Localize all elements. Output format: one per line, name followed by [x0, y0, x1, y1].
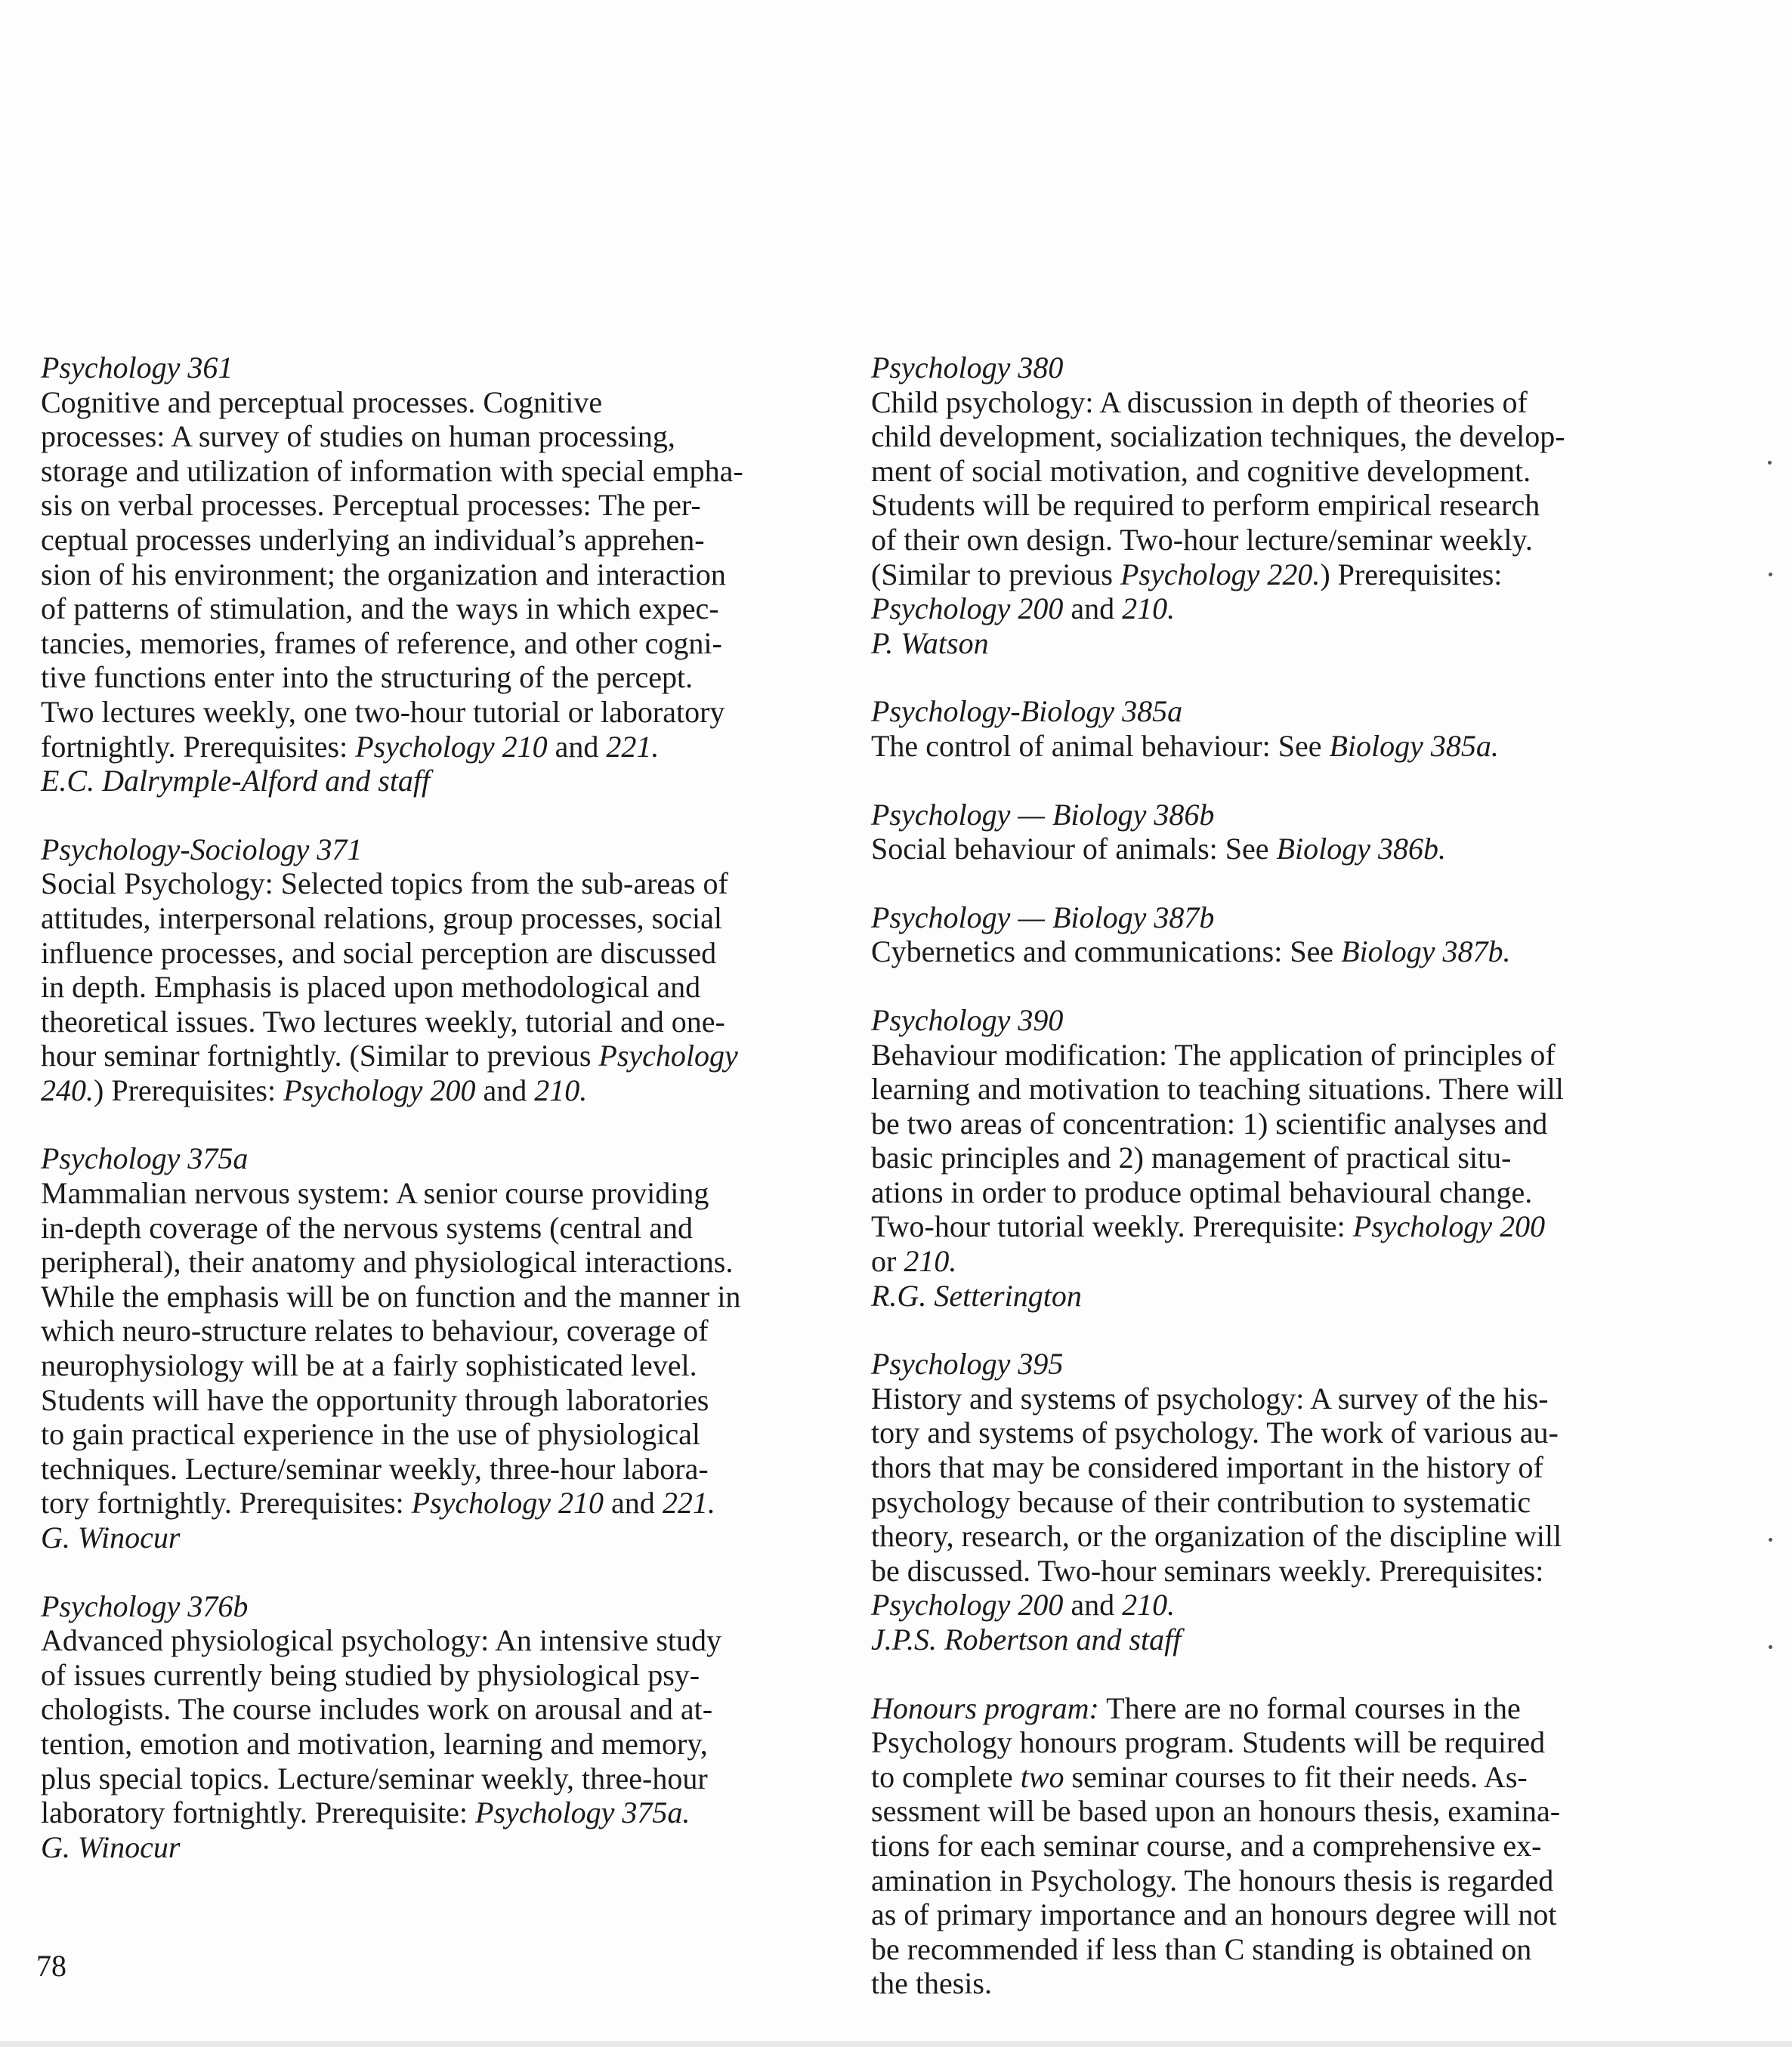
text-line	[871, 419, 1657, 454]
text-segment: thors that may be considered important in the history of	[871, 1450, 1543, 1485]
text-segment: Two lectures weekly, one two-hour tutorial or laboratory	[41, 694, 725, 729]
text-line	[871, 1760, 1657, 1795]
text-line	[41, 1176, 826, 1211]
text-line	[41, 591, 826, 626]
text-segment: and	[1063, 1588, 1123, 1622]
text-segment: Social behaviour of animals: See	[871, 832, 1277, 866]
scan-speck	[1769, 1645, 1772, 1649]
course-description	[41, 866, 826, 1107]
text-line	[871, 1691, 1657, 1726]
text-segment: in depth. Emphasis is placed upon methodological and	[41, 970, 701, 1005]
text-line	[871, 832, 1657, 866]
text-segment: ceptual processes underlying an individual’s apprehen-	[41, 522, 705, 557]
text-segment: theory, research, or the organization of the discipline will	[871, 1519, 1562, 1554]
text-line	[871, 1588, 1657, 1622]
italic-text: Honours program:	[871, 1690, 1099, 1725]
text-line	[41, 1005, 826, 1039]
text-line	[41, 1417, 826, 1452]
italic-text: Psychology 200	[1352, 1209, 1546, 1244]
italic-text: 221.	[662, 1486, 715, 1521]
italic-text: Psychology	[598, 1039, 738, 1073]
text-line	[871, 1382, 1657, 1416]
text-line	[41, 1211, 826, 1246]
course-description	[41, 1176, 826, 1521]
italic-text: Biology 387b.	[1341, 934, 1511, 969]
text-line	[41, 730, 826, 764]
text-segment: seminar courses to fit their needs. As-	[1064, 1759, 1528, 1794]
text-segment: of patterns of stimulation, and the ways in which expec-	[41, 591, 719, 626]
text-segment: History and systems of psychology: A survey of the his-	[871, 1381, 1549, 1416]
text-segment: There are no formal courses in the	[1098, 1690, 1521, 1725]
course-entry	[41, 1589, 826, 1865]
text-segment: tancies, memories, frames of reference, and other cogni-	[41, 625, 722, 660]
text-segment: fortnightly. Prerequisites:	[41, 729, 356, 764]
course-entry	[41, 832, 826, 1108]
course-description	[871, 934, 1657, 969]
text-line	[41, 1280, 826, 1314]
italic-text: 221.	[606, 729, 660, 764]
text-line	[871, 1485, 1657, 1520]
scan-speck	[1769, 573, 1772, 576]
italic-text: Biology 385a.	[1329, 728, 1499, 763]
text-segment: Cybernetics and communications: See	[871, 934, 1342, 969]
text-line	[871, 1072, 1657, 1107]
text-segment: hour seminar fortnightly. (Similar to previous	[41, 1039, 599, 1073]
text-line	[41, 523, 826, 557]
text-segment: tions for each seminar course, and a comprehensive ex-	[871, 1828, 1542, 1863]
instructor-name: G. Winocur	[41, 1521, 181, 1555]
text-segment: influence processes, and social perception are discussed	[41, 935, 717, 970]
italic-text: Psychology 200	[871, 591, 1064, 626]
course-title: Psychology 390	[871, 1002, 1064, 1037]
text-segment: basic principles and 2) management of practical situ-	[871, 1141, 1512, 1175]
text-segment: psychology because of their contribution to systematic	[871, 1484, 1531, 1519]
course-title: Psychology 376b	[41, 1589, 249, 1623]
course-title: Psychology — Biology 387b	[871, 900, 1215, 934]
text-segment: Two-hour tutorial weekly. Prerequisite:	[871, 1209, 1353, 1244]
text-line	[41, 454, 826, 489]
text-segment: storage and utilization of information with special empha-	[41, 453, 743, 488]
text-segment: neurophysiology will be at a fairly sophisticated level.	[41, 1348, 697, 1383]
text-segment: be recommended if less than C standing is obtained on	[871, 1931, 1532, 1966]
text-line	[41, 626, 826, 661]
text-line	[871, 523, 1657, 557]
course-title: Psychology-Biology 385a	[871, 694, 1183, 729]
course-title: Psychology 375a	[41, 1141, 249, 1176]
text-segment: Cognitive and perceptual processes. Cognitive	[41, 384, 603, 419]
text-segment: which neuro-structure relates to behaviour, coverage of	[41, 1314, 709, 1348]
text-segment: tention, emotion and motivation, learning and memory,	[41, 1726, 708, 1761]
text-line	[41, 970, 826, 1005]
text-segment: learning and motivation to teaching situations. There will	[871, 1072, 1564, 1107]
text-segment: ) Prerequisites:	[1320, 557, 1503, 591]
italic-text: 240.	[41, 1073, 94, 1107]
course-entry	[871, 1003, 1657, 1313]
italic-text: Psychology 200	[871, 1588, 1064, 1622]
text-segment: The control of animal behaviour: See	[871, 728, 1330, 763]
text-line	[871, 591, 1657, 626]
italic-text: 210.	[534, 1073, 588, 1107]
scan-speck	[1769, 1538, 1772, 1542]
text-line	[41, 1623, 826, 1658]
text-line	[41, 1727, 826, 1761]
text-segment: of their own design. Two-hour lecture/seminar weekly.	[871, 522, 1533, 557]
text-segment: peripheral), their anatomy and physiological interactions.	[41, 1245, 734, 1280]
text-line	[41, 488, 826, 523]
text-line	[871, 934, 1657, 969]
text-segment: ations in order to produce optimal behavioural change.	[871, 1175, 1533, 1209]
course-entry	[871, 1347, 1657, 1656]
course-entry	[41, 350, 826, 798]
text-segment: Child psychology: A discussion in depth of theories of	[871, 384, 1528, 419]
italic-text: 210.	[904, 1244, 957, 1279]
text-segment: or	[871, 1244, 904, 1279]
text-line	[871, 1141, 1657, 1175]
italic-text: 210.	[1122, 591, 1176, 626]
text-segment: child development, socialization techniques, the develop-	[871, 419, 1565, 454]
text-line	[41, 1486, 826, 1521]
course-description	[871, 1038, 1657, 1279]
text-segment: Students will be required to perform empirical research	[871, 488, 1540, 523]
text-line	[41, 1692, 826, 1727]
text-line	[41, 695, 826, 730]
text-segment: plus special topics. Lecture/seminar weekly, three-hour	[41, 1761, 708, 1795]
text-line	[871, 488, 1657, 523]
text-line	[41, 385, 826, 420]
text-line	[41, 419, 826, 454]
text-line	[41, 936, 826, 971]
text-segment: be two areas of concentration: 1) scientific analyses and	[871, 1106, 1548, 1141]
text-line	[871, 385, 1657, 420]
text-line	[41, 1383, 826, 1418]
text-segment: and	[547, 729, 607, 764]
text-segment: of issues currently being studied by physiological psy-	[41, 1657, 700, 1692]
text-line	[871, 1966, 1657, 2001]
instructor-name: G. Winocur	[41, 1829, 181, 1864]
italic-text: two	[1020, 1759, 1064, 1794]
text-segment: tory fortnightly. Prerequisites:	[41, 1486, 412, 1521]
course-description	[871, 385, 1657, 626]
text-segment: tive functions enter into the structuring of the percept.	[41, 660, 694, 695]
text-line	[871, 1794, 1657, 1829]
text-line	[41, 557, 826, 592]
course-title: Psychology 361	[41, 350, 233, 384]
text-segment: sion of his environment; the organization and interaction	[41, 557, 726, 591]
text-line	[871, 1932, 1657, 1967]
text-segment: sessment will be based upon an honours thesis, examina-	[871, 1794, 1561, 1829]
text-line	[41, 660, 826, 695]
course-entry	[871, 1691, 1657, 2001]
text-segment: ment of social motivation, and cognitive development.	[871, 453, 1531, 488]
text-line	[41, 1245, 826, 1280]
course-description	[41, 1623, 826, 1830]
course-description	[871, 1382, 1657, 1622]
course-title: Psychology-Sociology 371	[41, 832, 363, 866]
text-line	[871, 1829, 1657, 1863]
text-segment: to complete	[871, 1759, 1021, 1794]
text-segment: attitudes, interpersonal relations, group processes, social	[41, 900, 722, 935]
text-line	[871, 1175, 1657, 1210]
instructor-name: R.G. Setterington	[871, 1278, 1082, 1313]
page-number: 78	[36, 1949, 66, 1983]
text-segment: Advanced physiological psychology: An intensive study	[41, 1623, 721, 1658]
text-line	[41, 866, 826, 901]
italic-text: Psychology 210	[355, 729, 548, 764]
text-line	[871, 1554, 1657, 1589]
italic-text: Psychology 210	[411, 1486, 604, 1521]
italic-text: Psychology 375a.	[475, 1795, 691, 1830]
text-line	[41, 1761, 826, 1796]
course-description	[41, 385, 826, 764]
text-segment: the thesis.	[871, 1966, 992, 2001]
text-segment: techniques. Lecture/seminar weekly, three-hour labora-	[41, 1451, 709, 1486]
text-segment: as of primary importance and an honours degree will not	[871, 1897, 1557, 1932]
text-line	[41, 1073, 826, 1108]
text-segment: and	[475, 1073, 535, 1107]
course-title: Psychology 395	[871, 1347, 1064, 1382]
text-line	[871, 729, 1657, 764]
italic-text: Biology 386b.	[1276, 832, 1446, 866]
text-line	[41, 1348, 826, 1383]
text-segment: Students will have the opportunity through laboratories	[41, 1382, 709, 1417]
text-segment: chologists. The course includes work on arousal and at-	[41, 1692, 713, 1727]
text-line	[41, 1658, 826, 1693]
italic-text: 210.	[1122, 1588, 1176, 1622]
text-segment: processes: A survey of studies on human processing,	[41, 419, 675, 454]
text-segment: and	[1063, 591, 1123, 626]
course-title: Psychology — Biology 386b	[871, 797, 1215, 832]
text-segment: ) Prerequisites:	[94, 1073, 284, 1107]
right-column	[871, 350, 1657, 2035]
text-line	[41, 1314, 826, 1348]
text-line	[871, 557, 1657, 592]
text-segment: tory and systems of psychology. The work of various au-	[871, 1416, 1559, 1450]
text-segment: (Similar to previous	[871, 557, 1120, 591]
text-line	[871, 1897, 1657, 1932]
text-segment: Social Psychology: Selected topics from the sub-areas of	[41, 866, 728, 901]
text-line	[41, 1795, 826, 1830]
text-segment: Psychology honours program. Students will be required	[871, 1725, 1546, 1760]
course-description	[871, 1691, 1657, 2001]
course-entry	[41, 1141, 826, 1555]
text-line	[871, 1244, 1657, 1279]
course-entry	[871, 350, 1657, 660]
course-entry	[871, 694, 1657, 763]
text-line	[41, 1039, 826, 1073]
text-segment: amination in Psychology. The honours thesis is regarded	[871, 1863, 1554, 1897]
text-line	[871, 1416, 1657, 1450]
course-entry	[871, 900, 1657, 969]
italic-text: Psychology 220.	[1120, 557, 1321, 591]
text-line	[871, 1725, 1657, 1760]
left-column	[41, 350, 826, 1898]
text-segment: Mammalian nervous system: A senior course providing	[41, 1176, 709, 1211]
text-segment: sis on verbal processes. Perceptual processes: The per-	[41, 488, 701, 523]
text-segment: While the emphasis will be on function and the manner in	[41, 1279, 741, 1314]
instructor-name: P. Watson	[871, 625, 989, 660]
text-line	[871, 1107, 1657, 1141]
course-description	[871, 832, 1657, 866]
instructor-name: J.P.S. Robertson and staff	[871, 1622, 1182, 1656]
course-title: Psychology 380	[871, 350, 1064, 384]
text-line	[41, 901, 826, 936]
scan-speck	[1768, 461, 1772, 465]
text-segment: and	[604, 1486, 663, 1521]
course-description	[871, 729, 1657, 764]
text-line	[41, 1452, 826, 1487]
page-bottom-edge	[0, 2041, 1792, 2047]
text-segment: to gain practical experience in the use of physiological	[41, 1417, 701, 1452]
instructor-name: E.C. Dalrymple-Alford and staff	[41, 764, 431, 798]
text-segment: laboratory fortnightly. Prerequisite:	[41, 1795, 476, 1830]
text-line	[871, 1450, 1657, 1485]
text-line	[871, 1209, 1657, 1244]
course-entry	[871, 798, 1657, 866]
text-segment: Behaviour modification: The application of principles of	[871, 1037, 1556, 1072]
italic-text: Psychology 200	[283, 1073, 476, 1107]
text-segment: be discussed. Two-hour seminars weekly. Prerequisites:	[871, 1553, 1544, 1588]
text-segment: in-depth coverage of the nervous systems (central and	[41, 1210, 694, 1245]
text-segment: theoretical issues. Two lectures weekly, tutorial and one-	[41, 1004, 725, 1039]
text-line	[871, 1519, 1657, 1554]
text-line	[871, 1038, 1657, 1073]
text-line	[871, 454, 1657, 489]
text-line	[871, 1863, 1657, 1898]
